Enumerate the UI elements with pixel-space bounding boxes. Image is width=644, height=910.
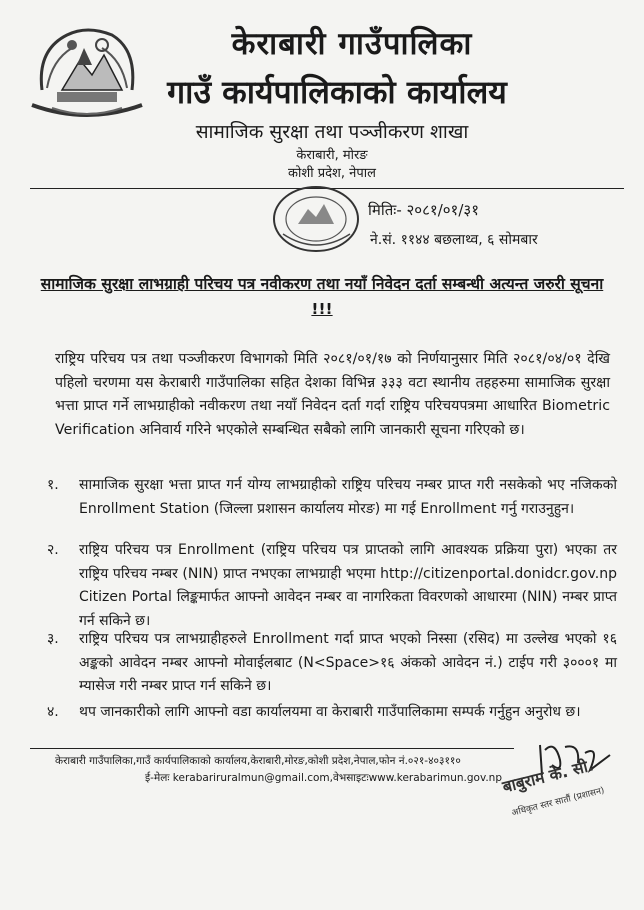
list-item-text: थप जानकारीको लागि आफ्नो वडा कार्यालयमा वा केराबारी गाउँपालिकामा सम्पर्क गर्नुहुन अनुरोध छ। [79, 704, 581, 720]
list-item [47, 474, 617, 521]
address-line-1: केराबारी, मोरङ [296, 148, 368, 163]
signatory-name: बाबुराम के. सी. [500, 755, 596, 797]
list-item [47, 539, 617, 633]
nepal-samvat-date: ने.सं. ११४४ बछलाथ्व, ६ सोमबार [370, 232, 538, 248]
municipality-title: केराबारी गाउँपालिका [231, 26, 473, 62]
footer-divider [30, 748, 514, 749]
list-item-number: ४. [47, 704, 59, 720]
list-item [47, 628, 617, 699]
footer-address: केराबारी गाउँपालिका,गाउँ कार्यपालिकाको कार्यालय,केराबारी,मोरङ,कोशी प्रदेश,नेपाल,फोन नं.०२१-४०३११० [55, 755, 461, 767]
footer-contact: ई-मेलः kerabariruralmun@gmail.com,वेभसाइटःwww.kerabarimun.gov.np [145, 772, 503, 784]
list-item-number: ३. [47, 631, 59, 647]
nepal-emblem-logo [22, 20, 152, 130]
notice-subject: सामाजिक सुरक्षा लाभग्राही परिचय पत्र नवीकरण तथा नयाँ निवेदन दर्ता सम्बन्धी अत्यन्त जरुरी सूचना !!! [40, 275, 604, 318]
issue-date: मितिः- २०८१/०१/३१ [368, 201, 480, 219]
signatory-designation: अधिकृत स्तर सातौं (प्रशासन) [510, 785, 606, 819]
office-title: गाउँ कार्यपालिकाको कार्यालय [167, 73, 507, 111]
branch-title: सामाजिक सुरक्षा तथा पञ्जीकरण शाखा [195, 121, 469, 143]
office-stamp [268, 184, 368, 254]
notice-body-paragraph: राष्ट्रिय परिचय पत्र तथा पञ्जीकरण विभागको मिति २०८१/०१/१७ को निर्णयानुसार मिति २०८१/०४/०१ देखि पहिलो चरणमा यस केराबारी गाउँपालिका सहित देशका विभिन्न ३३३ वटा स्थानीय तहहरुमा सामाजिक सुरक्षा भत्ता प्राप्त गर्ने लाभग्राहीको नवीकरण तथा नयाँ निवेदन दर्ता गर्दा राष्ट्रिय परिचयपत्रमा आधारित Biometric Verification अनिवार्य गरिने भएकोले सम्बन्धित सबैको लागि जानकारी सूचना गरिएको छ। [55, 351, 610, 438]
list-item-number: २. [47, 542, 59, 558]
list-item-text: राष्ट्रिय परिचय पत्र लाभग्राहीहरुले Enrollment गर्दा प्राप्त भएको निस्सा (रसिद) मा उल्लेख भएको १६ अङ्कको आवेदन नम्बर आफ्नो मोवाईलबाट (N<Space>१६ अंकको आवेदन नं.) टाईप गरी ३०००१ मा म्यासेज गरी नम्बर प्राप्त गर्न सकिने छ। [79, 631, 617, 694]
list-item-text: सामाजिक सुरक्षा भत्ता प्राप्त गर्न योग्य लाभग्राहीको राष्ट्रिय परिचय नम्बर प्राप्त गरी नसकेको भए नजिकको Enrollment Station (जिल्ला प्रशासन कार्यालय मोरङ) मा गई Enrollment गर्नु गराउनुहुन। [79, 477, 617, 517]
list-item-number: १. [47, 477, 59, 493]
list-item-text: राष्ट्रिय परिचय पत्र Enrollment (राष्ट्रिय परिचय पत्र प्राप्तको लागि आवश्यक प्रक्रिया पुरा) भएका तर राष्ट्रिय परिचय नम्बर (NIN) प्राप्त नभएका लाभग्राही भएमा http://citizenportal.donidcr.gov.np Citizen Portal लिङ्कमार्फत आफ्नो आवेदन नम्बर वा नागरिकता विवरणको आधारमा (NIN) नम्बर प्राप्त गर्न सकिने छ। [79, 542, 617, 629]
address-line-2: कोशी प्रदेश, नेपाल [288, 166, 376, 181]
list-item [47, 701, 617, 725]
